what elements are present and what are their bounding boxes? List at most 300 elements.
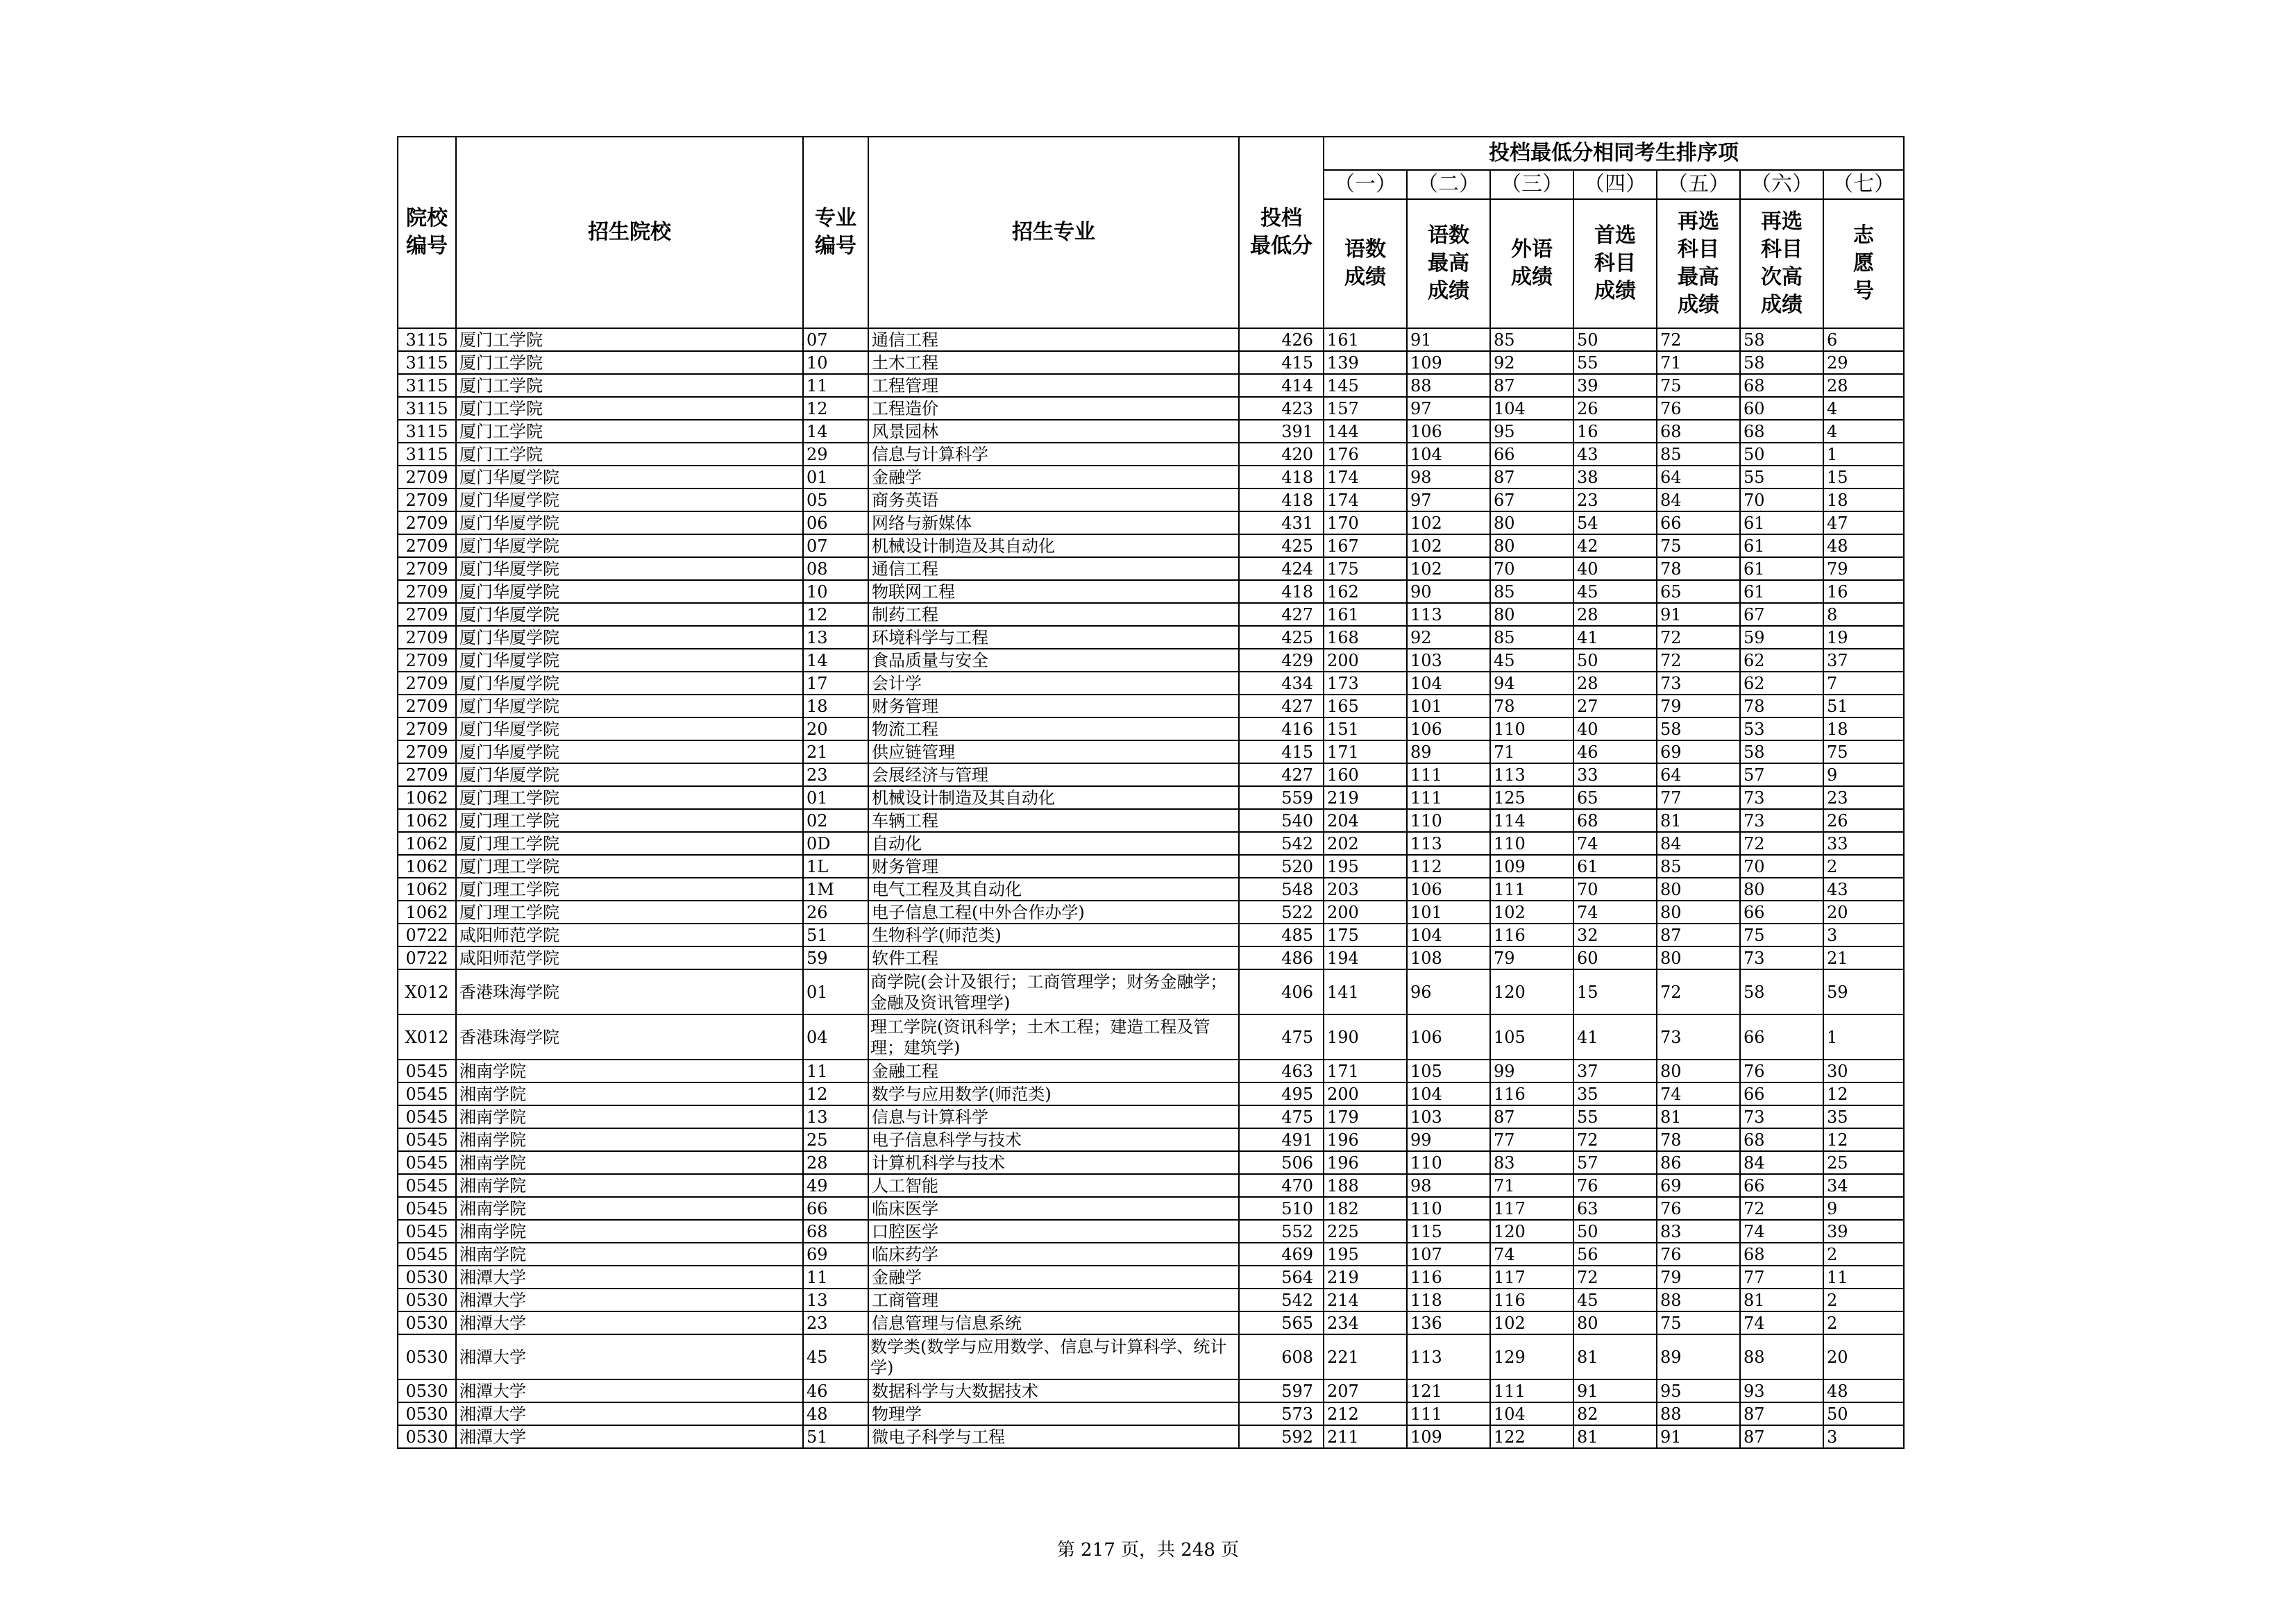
school-name-cell: 湘南学院 — [456, 1174, 803, 1197]
score-7-cell: 39 — [1823, 1220, 1904, 1243]
score-3-cell: 99 — [1490, 1060, 1573, 1082]
school-name-cell: 湘潭大学 — [456, 1311, 803, 1334]
major-name-cell: 金融学 — [868, 1266, 1239, 1289]
school-code-cell: 3115 — [398, 328, 456, 351]
score-7-cell: 35 — [1823, 1105, 1904, 1128]
major-name-cell: 工商管理 — [868, 1289, 1239, 1311]
score-5-cell: 80 — [1657, 878, 1740, 901]
major-name-cell: 会展经济与管理 — [868, 763, 1239, 786]
major-code-cell: 68 — [803, 1220, 868, 1243]
score-6-cell: 61 — [1740, 580, 1823, 603]
min-score-cell: 426 — [1239, 328, 1324, 351]
score-5-cell: 80 — [1657, 901, 1740, 924]
score-5-cell: 83 — [1657, 1220, 1740, 1243]
table-row — [398, 901, 1904, 924]
score-2-cell: 116 — [1407, 1266, 1490, 1289]
score-6-cell: 81 — [1740, 1289, 1823, 1311]
score-5-cell: 76 — [1657, 397, 1740, 420]
major-code-cell: 21 — [803, 740, 868, 763]
major-code-cell: 11 — [803, 374, 868, 397]
school-name-cell: 厦门华厦学院 — [456, 763, 803, 786]
score-5-cell: 88 — [1657, 1402, 1740, 1425]
min-score-cell: 434 — [1239, 672, 1324, 695]
score-6-cell: 68 — [1740, 1128, 1823, 1151]
school-name-cell: 厦门华厦学院 — [456, 534, 803, 557]
score-3-cell: 80 — [1490, 534, 1573, 557]
header-sub-label: 再选 科目 次高 成绩 — [1740, 199, 1823, 328]
school-name-cell: 咸阳师范学院 — [456, 924, 803, 946]
score-1-cell: 170 — [1324, 511, 1407, 534]
score-6-cell: 74 — [1740, 1311, 1823, 1334]
score-4-cell: 63 — [1573, 1197, 1657, 1220]
score-5-cell: 79 — [1657, 695, 1740, 717]
score-1-cell: 194 — [1324, 946, 1407, 969]
score-5-cell: 79 — [1657, 1266, 1740, 1289]
school-code-cell: 3115 — [398, 351, 456, 374]
min-score-cell: 470 — [1239, 1174, 1324, 1197]
min-score-cell: 506 — [1239, 1151, 1324, 1174]
score-6-cell: 84 — [1740, 1151, 1823, 1174]
score-7-cell: 33 — [1823, 832, 1904, 855]
score-1-cell: 160 — [1324, 763, 1407, 786]
school-name-cell: 咸阳师范学院 — [456, 946, 803, 969]
header-school-name: 招生院校 — [456, 137, 803, 328]
major-name-cell: 数学类(数学与应用数学、信息与计算科学、统计学) — [868, 1334, 1239, 1379]
school-code-cell: 2709 — [398, 695, 456, 717]
school-name-cell: 厦门工学院 — [456, 443, 803, 466]
major-name-cell: 物联网工程 — [868, 580, 1239, 603]
min-score-cell: 469 — [1239, 1243, 1324, 1266]
major-code-cell: 01 — [803, 466, 868, 488]
score-4-cell: 55 — [1573, 351, 1657, 374]
score-4-cell: 65 — [1573, 786, 1657, 809]
table-row — [398, 1334, 1904, 1379]
score-7-cell: 3 — [1823, 924, 1904, 946]
score-3-cell: 129 — [1490, 1334, 1573, 1379]
score-7-cell: 1 — [1823, 443, 1904, 466]
score-3-cell: 125 — [1490, 786, 1573, 809]
score-4-cell: 37 — [1573, 1060, 1657, 1082]
min-score-cell: 608 — [1239, 1334, 1324, 1379]
score-2-cell: 104 — [1407, 672, 1490, 695]
score-5-cell: 75 — [1657, 374, 1740, 397]
table-row — [398, 1151, 1904, 1174]
score-2-cell: 102 — [1407, 534, 1490, 557]
score-1-cell: 139 — [1324, 351, 1407, 374]
score-6-cell: 74 — [1740, 1220, 1823, 1243]
table-row — [398, 1402, 1904, 1425]
school-name-cell: 厦门理工学院 — [456, 878, 803, 901]
score-7-cell: 20 — [1823, 1334, 1904, 1379]
header-school-code: 院校 编号 — [398, 137, 456, 328]
score-2-cell: 113 — [1407, 1334, 1490, 1379]
score-1-cell: 195 — [1324, 855, 1407, 878]
major-code-cell: 23 — [803, 1311, 868, 1334]
table-body — [398, 328, 1904, 1448]
score-4-cell: 72 — [1573, 1128, 1657, 1151]
table-row — [398, 328, 1904, 351]
major-code-cell: 01 — [803, 969, 868, 1014]
major-name-cell: 信息与计算科学 — [868, 1105, 1239, 1128]
major-code-cell: 02 — [803, 809, 868, 832]
min-score-cell: 431 — [1239, 511, 1324, 534]
major-name-cell: 自动化 — [868, 832, 1239, 855]
header-sub-num: （四） — [1573, 170, 1657, 199]
score-4-cell: 26 — [1573, 397, 1657, 420]
major-name-cell: 工程造价 — [868, 397, 1239, 420]
school-code-cell: 0545 — [398, 1060, 456, 1082]
table-row — [398, 626, 1904, 649]
school-name-cell: 厦门华厦学院 — [456, 672, 803, 695]
min-score-cell: 415 — [1239, 351, 1324, 374]
score-7-cell: 51 — [1823, 695, 1904, 717]
major-name-cell: 物理学 — [868, 1402, 1239, 1425]
school-code-cell: 3115 — [398, 397, 456, 420]
score-1-cell: 200 — [1324, 649, 1407, 672]
score-5-cell: 80 — [1657, 1060, 1740, 1082]
major-name-cell: 数学与应用数学(师范类) — [868, 1082, 1239, 1105]
score-4-cell: 27 — [1573, 695, 1657, 717]
score-4-cell: 74 — [1573, 832, 1657, 855]
major-code-cell: 18 — [803, 695, 868, 717]
table-row — [398, 1082, 1904, 1105]
table-row — [398, 511, 1904, 534]
score-5-cell: 91 — [1657, 1425, 1740, 1448]
score-7-cell: 59 — [1823, 969, 1904, 1014]
score-5-cell: 77 — [1657, 786, 1740, 809]
score-3-cell: 71 — [1490, 1174, 1573, 1197]
score-5-cell: 72 — [1657, 969, 1740, 1014]
major-code-cell: 05 — [803, 488, 868, 511]
school-name-cell: 厦门理工学院 — [456, 855, 803, 878]
major-name-cell: 会计学 — [868, 672, 1239, 695]
score-3-cell: 74 — [1490, 1243, 1573, 1266]
score-1-cell: 214 — [1324, 1289, 1407, 1311]
school-code-cell: 2709 — [398, 649, 456, 672]
score-4-cell: 72 — [1573, 1266, 1657, 1289]
school-code-cell: X012 — [398, 1014, 456, 1060]
score-7-cell: 75 — [1823, 740, 1904, 763]
school-name-cell: 厦门华厦学院 — [456, 466, 803, 488]
score-7-cell: 48 — [1823, 534, 1904, 557]
major-name-cell: 口腔医学 — [868, 1220, 1239, 1243]
major-code-cell: 25 — [803, 1128, 868, 1151]
score-7-cell: 3 — [1823, 1425, 1904, 1448]
school-name-cell: 厦门华厦学院 — [456, 649, 803, 672]
score-1-cell: 144 — [1324, 420, 1407, 443]
score-4-cell: 50 — [1573, 328, 1657, 351]
major-name-cell: 环境科学与工程 — [868, 626, 1239, 649]
score-3-cell: 95 — [1490, 420, 1573, 443]
major-name-cell: 理工学院(资讯科学；土木工程；建造工程及管理；建筑学) — [868, 1014, 1239, 1060]
score-5-cell: 80 — [1657, 946, 1740, 969]
score-2-cell: 110 — [1407, 1197, 1490, 1220]
score-5-cell: 64 — [1657, 763, 1740, 786]
score-2-cell: 111 — [1407, 1402, 1490, 1425]
table-row — [398, 603, 1904, 626]
score-1-cell: 157 — [1324, 397, 1407, 420]
score-7-cell: 12 — [1823, 1128, 1904, 1151]
table-row — [398, 672, 1904, 695]
table-row — [398, 1379, 1904, 1402]
table-row — [398, 351, 1904, 374]
score-3-cell: 85 — [1490, 580, 1573, 603]
major-code-cell: 46 — [803, 1379, 868, 1402]
major-name-cell: 机械设计制造及其自动化 — [868, 534, 1239, 557]
score-2-cell: 115 — [1407, 1220, 1490, 1243]
min-score-cell: 475 — [1239, 1014, 1324, 1060]
table-row — [398, 557, 1904, 580]
score-7-cell: 7 — [1823, 672, 1904, 695]
min-score-cell: 542 — [1239, 1289, 1324, 1311]
score-1-cell: 175 — [1324, 557, 1407, 580]
score-4-cell: 91 — [1573, 1379, 1657, 1402]
table-row — [398, 466, 1904, 488]
school-name-cell: 湘南学院 — [456, 1151, 803, 1174]
score-5-cell: 71 — [1657, 351, 1740, 374]
school-code-cell: 2709 — [398, 672, 456, 695]
score-1-cell: 203 — [1324, 878, 1407, 901]
table-row — [398, 878, 1904, 901]
score-2-cell: 102 — [1407, 511, 1490, 534]
school-code-cell: X012 — [398, 969, 456, 1014]
score-2-cell: 103 — [1407, 649, 1490, 672]
school-name-cell: 厦门工学院 — [456, 351, 803, 374]
score-4-cell: 61 — [1573, 855, 1657, 878]
min-score-cell: 418 — [1239, 466, 1324, 488]
score-2-cell: 88 — [1407, 374, 1490, 397]
score-1-cell: 234 — [1324, 1311, 1407, 1334]
score-3-cell: 87 — [1490, 466, 1573, 488]
score-3-cell: 122 — [1490, 1425, 1573, 1448]
school-name-cell: 厦门理工学院 — [456, 901, 803, 924]
score-7-cell: 23 — [1823, 786, 1904, 809]
score-5-cell: 81 — [1657, 1105, 1740, 1128]
score-7-cell: 9 — [1823, 1197, 1904, 1220]
min-score-cell: 486 — [1239, 946, 1324, 969]
min-score-cell: 463 — [1239, 1060, 1324, 1082]
score-1-cell: 161 — [1324, 328, 1407, 351]
score-7-cell: 2 — [1823, 1311, 1904, 1334]
school-name-cell: 湘潭大学 — [456, 1266, 803, 1289]
school-code-cell: 0545 — [398, 1174, 456, 1197]
school-code-cell: 0545 — [398, 1082, 456, 1105]
score-2-cell: 89 — [1407, 740, 1490, 763]
score-4-cell: 81 — [1573, 1334, 1657, 1379]
major-code-cell: 01 — [803, 786, 868, 809]
major-code-cell: 07 — [803, 534, 868, 557]
score-2-cell: 90 — [1407, 580, 1490, 603]
score-2-cell: 101 — [1407, 695, 1490, 717]
score-2-cell: 98 — [1407, 1174, 1490, 1197]
school-name-cell: 湘潭大学 — [456, 1334, 803, 1379]
score-4-cell: 50 — [1573, 649, 1657, 672]
score-1-cell: 167 — [1324, 534, 1407, 557]
school-code-cell: 3115 — [398, 443, 456, 466]
major-code-cell: 08 — [803, 557, 868, 580]
school-name-cell: 厦门工学院 — [456, 420, 803, 443]
school-name-cell: 厦门工学院 — [456, 328, 803, 351]
school-name-cell: 湘南学院 — [456, 1220, 803, 1243]
score-4-cell: 60 — [1573, 946, 1657, 969]
school-code-cell: 2709 — [398, 763, 456, 786]
major-code-cell: 49 — [803, 1174, 868, 1197]
score-7-cell: 4 — [1823, 397, 1904, 420]
school-code-cell: 1062 — [398, 832, 456, 855]
page-footer: 第 217 页，共 248 页 — [1056, 1540, 1240, 1561]
score-4-cell: 23 — [1573, 488, 1657, 511]
score-2-cell: 106 — [1407, 420, 1490, 443]
score-1-cell: 161 — [1324, 603, 1407, 626]
header-sub-num: （二） — [1407, 170, 1490, 199]
score-6-cell: 59 — [1740, 626, 1823, 649]
score-3-cell: 79 — [1490, 946, 1573, 969]
major-name-cell: 财务管理 — [868, 695, 1239, 717]
score-2-cell: 104 — [1407, 924, 1490, 946]
header-sub-num: （七） — [1823, 170, 1904, 199]
header-sub-label: 外语 成绩 — [1490, 199, 1573, 328]
score-4-cell: 50 — [1573, 1220, 1657, 1243]
score-7-cell: 50 — [1823, 1402, 1904, 1425]
table-row — [398, 374, 1904, 397]
school-name-cell: 厦门华厦学院 — [456, 717, 803, 740]
school-code-cell: 0722 — [398, 924, 456, 946]
min-score-cell: 425 — [1239, 626, 1324, 649]
score-6-cell: 57 — [1740, 763, 1823, 786]
major-name-cell: 制药工程 — [868, 603, 1239, 626]
major-code-cell: 0D — [803, 832, 868, 855]
major-name-cell: 商务英语 — [868, 488, 1239, 511]
score-5-cell: 72 — [1657, 328, 1740, 351]
major-code-cell: 13 — [803, 1289, 868, 1311]
score-2-cell: 112 — [1407, 855, 1490, 878]
major-name-cell: 电子信息科学与技术 — [868, 1128, 1239, 1151]
score-5-cell: 66 — [1657, 511, 1740, 534]
table-row — [398, 1197, 1904, 1220]
score-3-cell: 104 — [1490, 1402, 1573, 1425]
major-code-cell: 20 — [803, 717, 868, 740]
score-4-cell: 76 — [1573, 1174, 1657, 1197]
major-code-cell: 10 — [803, 351, 868, 374]
major-code-cell: 51 — [803, 1425, 868, 1448]
score-3-cell: 116 — [1490, 1082, 1573, 1105]
score-2-cell: 106 — [1407, 717, 1490, 740]
admission-score-table — [397, 136, 1905, 1449]
score-6-cell: 70 — [1740, 488, 1823, 511]
table-row — [398, 832, 1904, 855]
score-6-cell: 66 — [1740, 1174, 1823, 1197]
major-name-cell: 风景园林 — [868, 420, 1239, 443]
major-code-cell: 29 — [803, 443, 868, 466]
school-code-cell: 0545 — [398, 1151, 456, 1174]
table-row — [398, 1266, 1904, 1289]
major-name-cell: 金融工程 — [868, 1060, 1239, 1082]
score-1-cell: 204 — [1324, 809, 1407, 832]
school-name-cell: 湘潭大学 — [456, 1425, 803, 1448]
score-3-cell: 120 — [1490, 1220, 1573, 1243]
score-3-cell: 102 — [1490, 901, 1573, 924]
score-7-cell: 21 — [1823, 946, 1904, 969]
min-score-cell: 540 — [1239, 809, 1324, 832]
major-name-cell: 工程管理 — [868, 374, 1239, 397]
score-3-cell: 80 — [1490, 511, 1573, 534]
table-row — [398, 443, 1904, 466]
score-2-cell: 101 — [1407, 901, 1490, 924]
score-1-cell: 195 — [1324, 1243, 1407, 1266]
score-7-cell: 9 — [1823, 763, 1904, 786]
major-code-cell: 12 — [803, 397, 868, 420]
score-7-cell: 6 — [1823, 328, 1904, 351]
score-1-cell: 141 — [1324, 969, 1407, 1014]
score-7-cell: 1 — [1823, 1014, 1904, 1060]
score-7-cell: 25 — [1823, 1151, 1904, 1174]
score-2-cell: 109 — [1407, 1425, 1490, 1448]
score-4-cell: 45 — [1573, 1289, 1657, 1311]
score-2-cell: 106 — [1407, 1014, 1490, 1060]
score-4-cell: 41 — [1573, 1014, 1657, 1060]
score-3-cell: 67 — [1490, 488, 1573, 511]
score-3-cell: 80 — [1490, 603, 1573, 626]
major-code-cell: 26 — [803, 901, 868, 924]
school-code-cell: 2709 — [398, 466, 456, 488]
score-3-cell: 94 — [1490, 672, 1573, 695]
score-5-cell: 85 — [1657, 855, 1740, 878]
header-sub-label: 再选 科目 最高 成绩 — [1657, 199, 1740, 328]
min-score-cell: 565 — [1239, 1311, 1324, 1334]
header-sub-num: （六） — [1740, 170, 1823, 199]
score-5-cell: 85 — [1657, 443, 1740, 466]
school-name-cell: 厦门理工学院 — [456, 809, 803, 832]
school-name-cell: 厦门理工学院 — [456, 786, 803, 809]
school-code-cell: 0545 — [398, 1243, 456, 1266]
school-code-cell: 0530 — [398, 1425, 456, 1448]
major-code-cell: 23 — [803, 763, 868, 786]
score-2-cell: 111 — [1407, 763, 1490, 786]
score-1-cell: 168 — [1324, 626, 1407, 649]
major-code-cell: 13 — [803, 1105, 868, 1128]
major-name-cell: 食品质量与安全 — [868, 649, 1239, 672]
score-5-cell: 87 — [1657, 924, 1740, 946]
header-major-name: 招生专业 — [868, 137, 1239, 328]
score-3-cell: 113 — [1490, 763, 1573, 786]
school-code-cell: 2709 — [398, 717, 456, 740]
table-row — [398, 1128, 1904, 1151]
score-5-cell: 72 — [1657, 649, 1740, 672]
major-code-cell: 04 — [803, 1014, 868, 1060]
min-score-cell: 427 — [1239, 603, 1324, 626]
min-score-cell: 564 — [1239, 1266, 1324, 1289]
major-name-cell: 通信工程 — [868, 557, 1239, 580]
table-row — [398, 1060, 1904, 1082]
school-name-cell: 厦门工学院 — [456, 374, 803, 397]
score-3-cell: 71 — [1490, 740, 1573, 763]
score-6-cell: 55 — [1740, 466, 1823, 488]
score-2-cell: 136 — [1407, 1311, 1490, 1334]
score-4-cell: 39 — [1573, 374, 1657, 397]
score-2-cell: 92 — [1407, 626, 1490, 649]
score-4-cell: 46 — [1573, 740, 1657, 763]
major-name-cell: 数据科学与大数据技术 — [868, 1379, 1239, 1402]
score-7-cell: 15 — [1823, 466, 1904, 488]
school-name-cell: 湘南学院 — [456, 1243, 803, 1266]
score-4-cell: 28 — [1573, 672, 1657, 695]
header-sub-label: 首选 科目 成绩 — [1573, 199, 1657, 328]
score-5-cell: 91 — [1657, 603, 1740, 626]
school-name-cell: 香港珠海学院 — [456, 969, 803, 1014]
school-name-cell: 厦门华厦学院 — [456, 511, 803, 534]
score-2-cell: 98 — [1407, 466, 1490, 488]
score-6-cell: 67 — [1740, 603, 1823, 626]
